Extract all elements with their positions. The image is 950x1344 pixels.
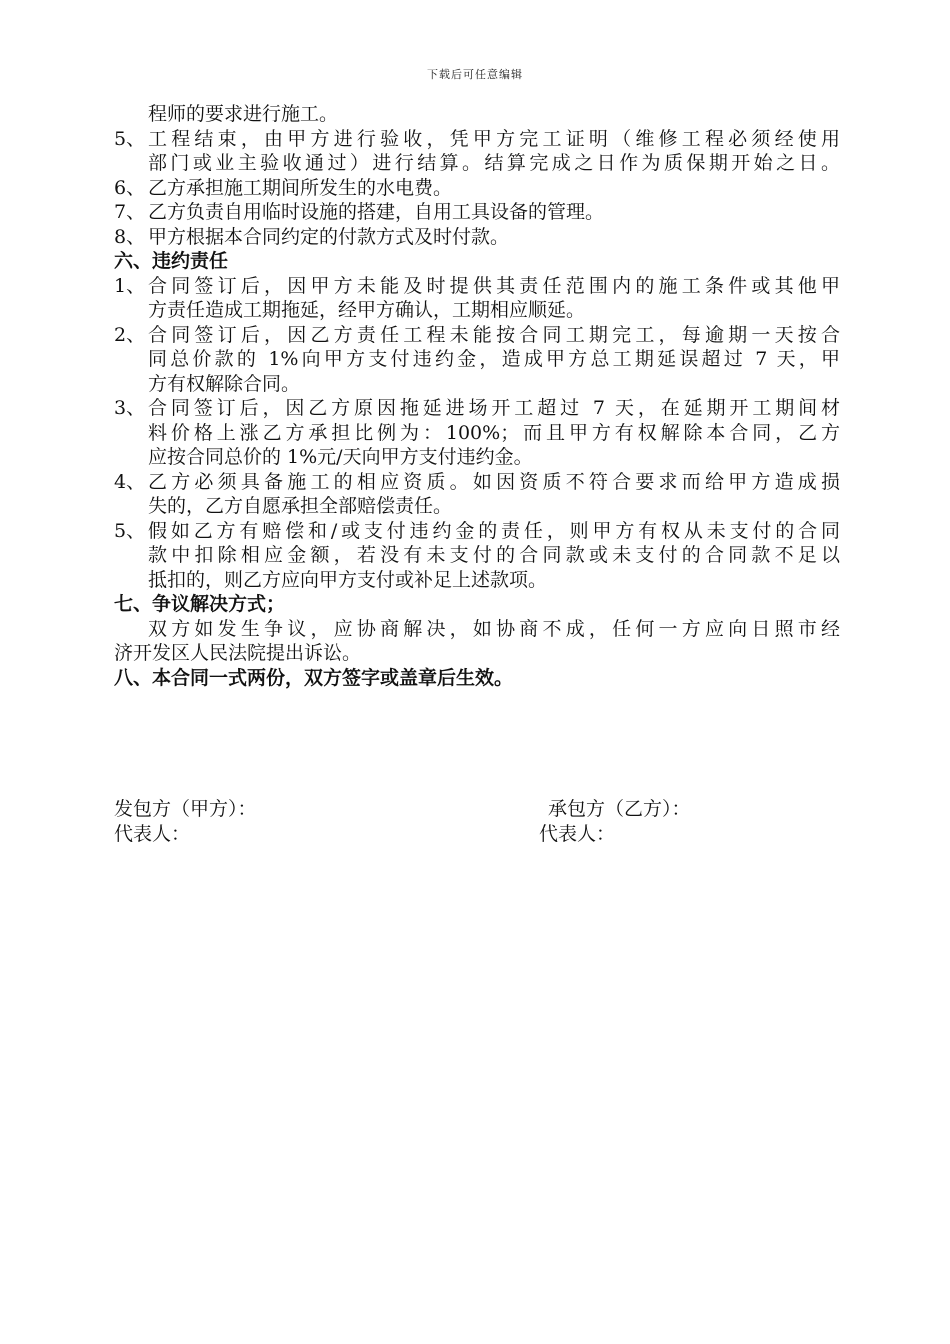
list-number: 8、 — [114, 225, 146, 248]
page-header: 下载后可任意编辑 — [427, 68, 523, 81]
list-item-text: 假如乙方有赔偿和/或支付违约金的责任，则甲方有权从未支付的合同 — [148, 519, 840, 542]
list-item-text: 合同签订后，因乙方原因拖延进场开工超过 7 天，在延期开工期间材 — [148, 397, 840, 419]
party-a-label: 发包方（甲方）： — [114, 798, 257, 820]
list-item-text: 甲方根据本合同约定的付款方式及时付款。 — [148, 225, 510, 248]
breach-item-5-line-2: 款中扣除相应金额，若没有未支付的合同款或未支付的合同款不足以 — [148, 544, 840, 566]
list-number: 4、 — [114, 470, 146, 493]
breach-item-5-line-3: 抵扣的，则乙方应向甲方支付或补足上述款项。 — [148, 568, 548, 591]
breach-item-4-line-2: 失的，乙方自愿承担全部赔偿责任。 — [148, 495, 453, 517]
list-number: 7、 — [114, 201, 146, 223]
dispute-paragraph-line-1: 双方如发生争议，应协商解决，如协商不成，任何一方应向日照市经 — [148, 617, 840, 640]
breach-item-3-line-3: 应按合同总价的 1%元/天向甲方支付违约金。 — [148, 446, 533, 468]
list-item-text: 乙方必须具备施工的相应资质。如因资质不符合要求而给甲方造成损 — [148, 470, 840, 493]
breach-item-4-line-1 — [114, 470, 840, 495]
breach-item-1-line-2: 方责任造成工期拖延，经甲方确认，工期相应顺延。 — [148, 299, 586, 321]
section-heading-6: 六、违约责任 — [114, 250, 229, 272]
contract-body — [114, 102, 840, 690]
list-number: 6、 — [114, 176, 146, 199]
breach-item-5-line-1 — [114, 519, 840, 544]
list-number: 5、 — [114, 127, 146, 150]
list-number: 5、 — [114, 519, 146, 542]
dispute-paragraph-line-2: 济开发区人民法院提出诉讼。 — [114, 642, 362, 664]
breach-item-2-line-3: 方有权解除合同。 — [148, 372, 301, 395]
list-item-5-line-2: 部门或业主验收通过）进行结算。结算完成之日作为质保期开始之日。 — [148, 152, 840, 174]
list-item-text: 工程结束，由甲方进行验收，凭甲方完工证明（维修工程必须经使用 — [148, 127, 840, 150]
list-item-text: 合同签订后，因乙方责任工程未能按合同工期完工，每逾期一天按合 — [148, 323, 840, 346]
list-item-7 — [114, 200, 840, 225]
breach-item-2-line-1 — [114, 323, 840, 348]
list-item-text: 合同签订后，因甲方未能及时提供其责任范围内的施工条件或其他甲 — [148, 274, 840, 297]
list-number: 3、 — [114, 397, 146, 419]
party-b-label: 承包方（乙方）： — [548, 798, 691, 820]
list-item-6 — [114, 176, 840, 201]
party-b-representative: 代表人： — [539, 823, 616, 845]
continuation-line: 程师的要求进行施工。 — [148, 103, 339, 125]
party-a-representative: 代表人： — [114, 823, 191, 845]
breach-item-3-line-2: 料价格上涨乙方承担比例为：100%；而且甲方有权解除本合同，乙方 — [148, 421, 840, 444]
list-item-5-line-1 — [114, 127, 840, 152]
section-heading-7: 七、争议解决方式； — [114, 593, 286, 615]
breach-item-3-line-1 — [114, 396, 840, 421]
breach-item-2-line-2: 同总价款的 1%向甲方支付违约金，造成甲方总工期延误超过 7 天，甲 — [148, 348, 840, 370]
section-heading-8: 八、本合同一式两份，双方签字或盖章后生效。 — [114, 666, 514, 689]
list-item-8 — [114, 225, 840, 250]
list-item-text: 乙方承担施工期间所发生的水电费。 — [148, 176, 453, 199]
list-item-text: 乙方负责自用临时设施的搭建，自用工具设备的管理。 — [148, 201, 605, 223]
list-number: 1、 — [114, 274, 146, 297]
list-number: 2、 — [114, 323, 146, 346]
breach-item-1-line-1 — [114, 274, 840, 299]
